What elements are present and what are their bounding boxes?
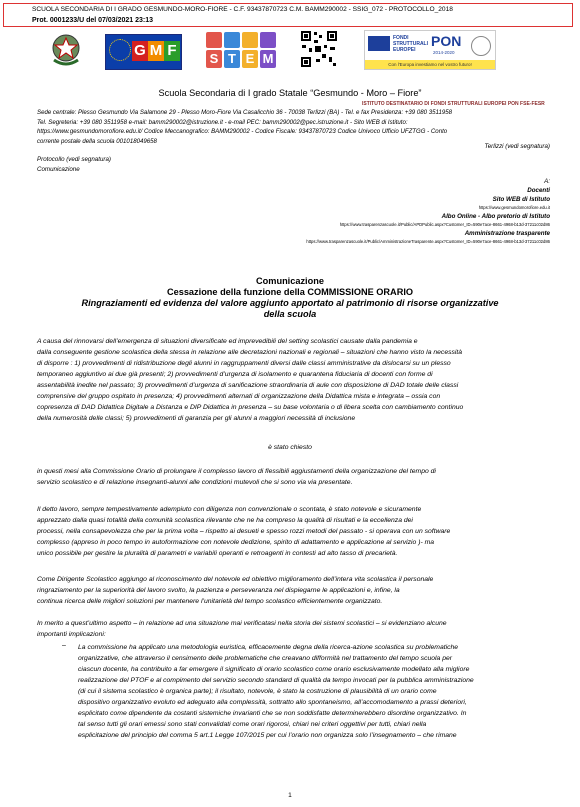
title-scuola: della scuola (263, 309, 317, 319)
bullet-line: realizzazione del PTOF e al compimento del servizio secondo standard di qualità da tempo invocati per la pubblica amministrazione (78, 677, 474, 684)
school-contacts (37, 108, 557, 146)
title-cessazione: Cessazione della funzione della COMMISSIONE ORARIO (166, 287, 414, 297)
document-title (0, 276, 580, 320)
pon-slogan: Con l'Europa investiamo nel vostro futuro! (365, 60, 495, 69)
stem-letter-s: S (206, 50, 222, 68)
document-type: Comunicazione (37, 166, 80, 173)
bullet-line: organizzative, che attraverso il censimento delle problematiche che creavano difformità nel trattamento del tempo scuola per (78, 655, 453, 662)
bullet-line: esplicitato come dipendente da costanti sistemiche invarianti che se non soddisfatte determinerebbero disordine organizzativo. In (78, 710, 467, 717)
stem-logo (206, 32, 279, 76)
p1-line: dalla conseguente gestione scolastica della stessa in relazione alle decretazioni nazionali e regionali – situazioni che hanno visto la necessità (37, 349, 463, 356)
p3-line: apprezzato dalla quasi totalità della comunità scolastica rilevante che ne ha compreso la qualità di risultati e la eccellenza dei (37, 517, 413, 524)
p4-line: Come Dirigente Scolastico aggiungo al riconoscimento del notevole ed obiettivo miglioramento dell’intera vita scolastica il personale (37, 576, 434, 583)
page-number: 1 (288, 792, 292, 799)
school-name: Scuola Secondaria di I grado Statale “Gesmundo - Moro – Fiore” (158, 88, 422, 98)
recipient-amm: Amministrazione trasparente (464, 230, 550, 237)
recipient-sito: Sito WEB di Istituto (492, 196, 550, 203)
bullet-line: dispositivo organizzativo evoluto ed adeguato alla complessità, sottratto allo spontaneismo, all’accomodamento a prassi deteriori, (78, 699, 467, 706)
p1-line: della numerosità delle classi; 5) provvedimenti di garanzia per gli alunni a maggiori necessità di inclusione (37, 415, 356, 422)
p3-line: unico possibile per gestire la pluralità di parametri e variabili operanti e retroagenti in contesti ad alto tasso di precarietà. (37, 550, 398, 557)
p1-line: assentabilità inedite nel passato; 3) provvedimenti d’urgenza di sanificazione straordinaria di aule con disposizione di DAD totale delle classi (37, 382, 459, 389)
stamp-line-1: SCUOLA SECONDARIA DI I GRADO GESMUNDO-MORO-FIORE - C.F. 93437870723 C.M. BAMM290002 - SSIG_072 - PROTOCOLLO_2018 (32, 6, 453, 13)
eu-flag-icon (368, 36, 390, 51)
recipient-docenti: Docenti (527, 187, 550, 194)
stem-letter-e: E (242, 50, 258, 68)
p1-line: copresenza di DAD Didattica Digitale a Distanza e DIP Didattica in presenza – su base volontaria o di libera scelta con cambiamento continuo (37, 404, 464, 411)
contact-line-2: Tel. Segreteria: +39 080 3511958 e-mail: bamm290002@istruzione.it - e-mail PEC: bamm290002@pec.istruzione.it - Sito WEB di Istituto: (37, 118, 408, 126)
bullet-line: (di cui il sistema scolastico è organica parte); il risultato, notevole, è stato la costruzione di plausibilità di un orario come (78, 688, 437, 695)
p3-line: complesso (appreso in poco tempo in autoformazione con notevole dedizione, spirito di adattamento e applicazione al servizio )- ma (37, 539, 435, 546)
p3-line: processi, nella consapevolezza che per la prima volta – rispetto ai desueti e spesso rozzi metodi del passato - si operava con un software (37, 528, 451, 535)
p3-line: Il detto lavoro, sempre tempestivamente adempiuto con diligenza non convenzionale o scontata, è stato notevole e sicuramente (37, 506, 422, 513)
p1-line: temporaneo aggiuntivo ai due già presenti; 2) provvedimenti d’urgenza di isolamento e quarantena fiduciaria di docenti con forme di (37, 371, 433, 378)
bullet-paragraph (78, 642, 556, 741)
protocol-label: Protocollo (vedi segnatura) (37, 156, 111, 163)
paragraph-3 (37, 504, 555, 559)
pon-name: PON (431, 33, 462, 49)
stem-letter-t: T (224, 50, 240, 68)
bullet-line: tal senso tutti gli orari emessi sono stati convalidati come orari rigorosi, chiari nei criteri oggettivi per tutti, chiari nella (78, 721, 427, 728)
place-date: Terlizzi (vedi segnatura) (484, 143, 550, 150)
recipient-albo: Albo Online - Albo pretorio di Istituto (441, 213, 550, 220)
italy-emblem-icon (471, 36, 491, 56)
qr-code-icon (300, 30, 338, 68)
gmf-letter-f: F (164, 41, 180, 61)
paragraph-1 (37, 336, 555, 424)
recipients-a: A: (544, 178, 550, 185)
bullet-line: ciascun docente, ha contribuito a far emergere il significato di orario scolastico come orario esclusivamente modellato alla migliore (78, 666, 470, 673)
albo-url-link[interactable]: https://www.trasparenzascuole.it/Public/APDPublic.aspx?Customer_ID=590e7ace-8661-4968-b13d-37211c02d86 (339, 222, 550, 227)
bullet-line: La commissione ha applicato una metodologia euristica, efficacemente degna della ricerca-azione scolastica su problematiche (78, 644, 459, 651)
flask-icon (206, 32, 222, 48)
protocol-info (37, 155, 111, 175)
title-comunicazione: Comunicazione (256, 276, 324, 286)
title-ringraziamenti: Ringraziamenti ed evidenza del valore aggiunto apportato al patrimonio di risorse organizzative (81, 298, 499, 308)
gmf-logo (105, 34, 182, 70)
p2-line: in questi mesi alla Commissione Orario di prolungare il complesso lavoro di flessibili aggiustamenti della organizzazione del tempo di (37, 468, 436, 475)
bullet-dash: – (62, 642, 66, 649)
amm-url-link[interactable]: https://www.trasparenzascuole.it/Public/AmministrazioneTrasparente.aspx?Customer_ID=590e7ace-8661-4968-b13d-37211c02d86 (306, 239, 550, 244)
pon-years: 2014-2020 (433, 50, 455, 55)
p1-line: A causa del rinnovarsi dell’emergenza di situazioni diversificate ed imprevedibili del setting scolastici causate dalla pandemia e (37, 338, 418, 345)
sito-url-link[interactable]: https://www.gesmundomorofiore.edu.it (478, 205, 550, 210)
contact-line-4: corrente postale della scuola 001018049658 (37, 137, 157, 145)
gear-icon (224, 32, 240, 48)
paragraph-4 (37, 574, 555, 607)
stamp-line-2: Prot. 0001233/U del 07/03/2021 23:13 (32, 17, 154, 24)
bullet-line: esplicitazione del principio del comma 5 art.1 Legge 107/2015 per cui l’orario non organizza solo l’insegnamento – che rimane (78, 732, 457, 739)
p5-line: In merito a quest’ultimo aspetto – in relazione ad una situazione mai verificatasi nella storia dei sistemi scolastici – si evidenziano alcune (37, 620, 447, 627)
gmf-letter-g: G (132, 41, 148, 61)
paragraph-2 (37, 466, 555, 488)
stem-letter-m: M (260, 50, 276, 68)
contact-line-3: https://www.gesmundomorofiore.edu.it/ Codice Meccanografico: BAMM290002 - Codice Fiscale: 93437870723 Codice Univoco Ufficio UFZTGG - Conto (37, 128, 448, 135)
gmf-letter-m: M (149, 42, 163, 59)
pi-icon (260, 32, 276, 48)
p2-line: servizio scolastico e di relazione insegnanti-alunni alle condizioni mutevoli che si sono via via presentate. (37, 479, 353, 486)
pon-footer: ISTITUTO DESTINATARIO DI FONDI STRUTTURALI EUROPEI PON FSE-FESR (362, 101, 545, 107)
paragraph-5 (37, 618, 555, 640)
chiesto-line: è stato chiesto (268, 444, 312, 451)
p4-line: continua ricerca delle migliori soluzioni per mantenere l’unitarietà del tempo scolastico efficientemente organizzato. (37, 598, 383, 605)
emblem-icon (50, 32, 82, 68)
contact-line-1: Sede centrale: Plesso Gesmundo Via Salamone 29 - Plesso Moro-Fiore Via Casalicchio 36 - 70038 Terlizzi (BA) - Tel. e fax Presidenza: +39 080 3511958 (37, 109, 452, 116)
protocol-stamp (3, 3, 573, 27)
recipients-block (130, 177, 550, 246)
eu-stars-icon (109, 39, 131, 61)
atom-icon (242, 32, 258, 48)
pon-fondi-text: FONDI STRUTTURALI EUROPEI (393, 35, 428, 53)
p4-line: ringraziamento per la superiorità del lavoro svolto, la pazienza e perseveranza nel dispiegarne le applicazioni e, infine, la (37, 587, 400, 594)
pon-logo (364, 30, 496, 70)
p5-line: importanti implicazioni: (37, 631, 106, 638)
p1-line: di disporre : 1) provvedimenti di ridistribuzione degli alunni in raggruppamenti diversi dalle classi amministrative da dislocarsi su un plesso (37, 360, 451, 367)
p1-line: comprensive del gruppo ospitato in presenza; 4) provvedimenti alternati di organizzazione della Didattica mista e integrata – ossia con (37, 393, 441, 400)
